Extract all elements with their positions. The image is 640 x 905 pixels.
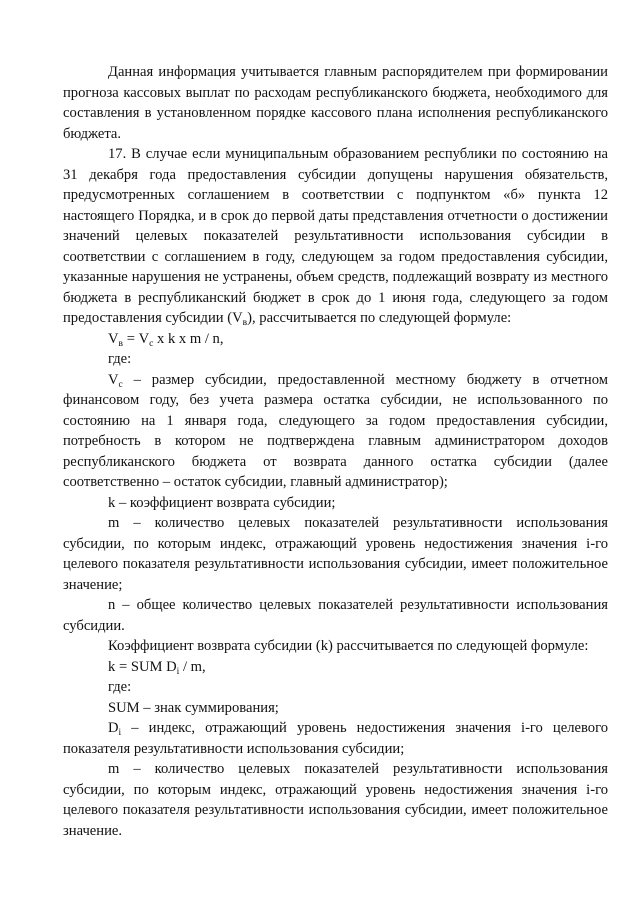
definition-vc-sub: с [118, 379, 123, 390]
paragraph-17-text-b: ), рассчитывается по следующей формуле: [247, 310, 512, 326]
paragraph-17 [63, 144, 608, 329]
formula-vv-sub-1: в [118, 338, 124, 349]
formula-k-part-b: / m, [179, 658, 206, 675]
definition-n: n – общее количество целевых показателей результативности использования субсидии. [63, 597, 608, 634]
paragraph-intro: Данная информация учитывается главным распорядителем при формировании прогноза кассовых выплат по расходам республиканского бюджета, необходимого для составления в установленном порядке кассового плана исполнения республиканского бюджета. [63, 64, 608, 142]
paragraph-17-text-a: 17. В случае если муниципальным образованием республики по состоянию на 31 декабря года предоставления субсидии допущены нарушения обязательств, предусмотренных соглашением в соответствии с подпунктом «б» пункта 12 настоящего Порядка, и в срок до первой даты представления отчетности о достижении значений целевых показателей результативности использования субсидии в соответствии с соглашением в году, следующем за годом предоставления субсидии, указанные нарушения не устранены, объем средств, подлежащий возврату из местного бюджета в республиканский бюджет в срок до 1 июня года, следующего за годом предоставления субсидии (V [63, 146, 608, 326]
definition-vc-text: – размер субсидии, предоставленной местному бюджету в отчетном финансовом году, без учета размера остатка субсидии, не использованного по состоянию на 1 января года, следующего за годом предоставления субсидии, потребность в котором не подтверждена главным администратором доходов республиканского бюджета от возврата данного остатка субсидии (далее соответственно – остаток субсидии, главный администратор); [63, 371, 608, 490]
formula-vv-part-c: x k x m / n, [153, 330, 224, 347]
formula-k-part-a: k = SUM D [108, 658, 177, 675]
definition-m-2: m – количество целевых показателей результативности использования субсидии, по которым индекс, отражающий уровень недостижения значения i-го целевого показателя результативности использования субсидии, имеет положительное значение. [63, 761, 608, 839]
formula-vv-sub-2: с [149, 338, 154, 349]
definition-di-symbol: D [108, 720, 119, 736]
paragraph-17-subscript: в [242, 318, 248, 328]
formula-vv-part-a: V [108, 330, 119, 347]
coefficient-intro: Коэффициент возврата субсидии (k) рассчитывается по следующей формуле: [108, 638, 589, 654]
definition-vc [63, 370, 608, 493]
formula-k [63, 657, 608, 678]
formula-vv-part-b: = V [123, 330, 150, 347]
definition-vc-symbol: V [108, 371, 119, 388]
where-label-2: где: [108, 679, 132, 695]
definition-sum: SUM – знак суммирования; [108, 699, 279, 716]
document-page [63, 62, 608, 841]
definition-di-sub: i [118, 728, 122, 738]
definition-k: k – коэффициент возврата субсидии; [108, 494, 336, 511]
formula-k-sub: i [176, 666, 180, 677]
definition-di-text: – индекс, отражающий уровень недостижения значения i-го целевого показателя результативности использования субсидии; [63, 720, 608, 757]
formula-vv [63, 329, 608, 350]
definition-di [63, 718, 608, 759]
definition-m-1: m – количество целевых показателей результативности использования субсидии, по которым индекс, отражающий уровень недостижения значения i-го целевого показателя результативности использования субсидии, имеет положительное значение; [63, 515, 608, 593]
where-label-1: где: [108, 351, 132, 367]
